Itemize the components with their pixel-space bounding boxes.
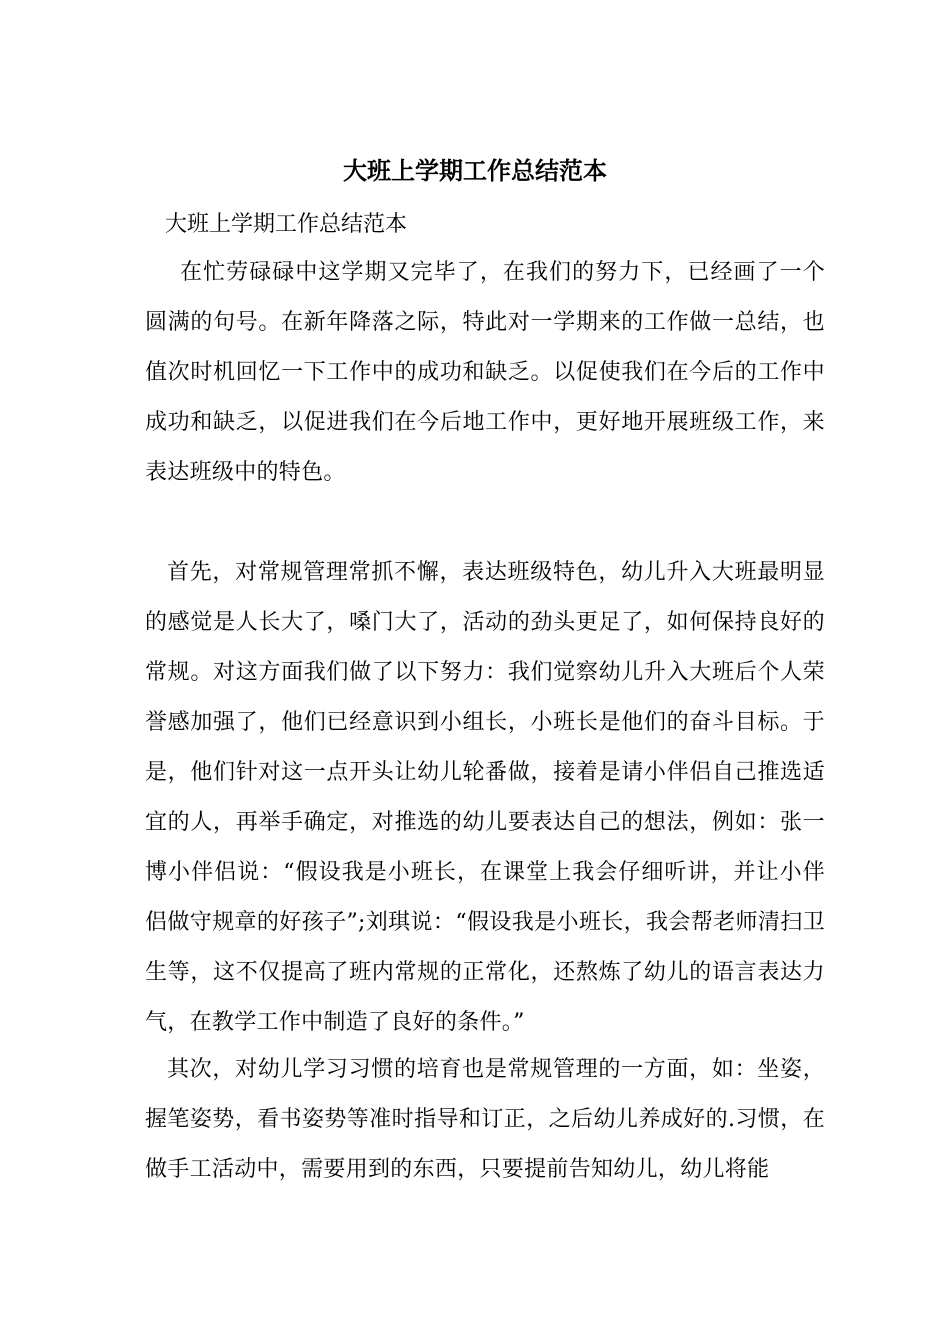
document-subtitle: 大班上学期工作总结范本 [165, 212, 408, 237]
paragraph-study-habits: 其次，对幼儿学习习惯的培育也是常规管理的一方面，如：坐姿，握笔姿势，看书姿势等准时指导和订正，之后幼儿养成好的.习惯，在做手工活动中，需要用到的东西，只要提前告知幼儿，幼儿将能 [145, 1057, 825, 1182]
document-title: 大班上学期工作总结范本 [343, 156, 607, 185]
paragraph-routine-management: 首先，对常规管理常抓不懈，表达班级特色，幼儿升入大班最明显的感觉是人长大了，嗓门大了，活动的劲头更足了，如何保持良好的常规。对这方面我们做了以下努力：我们觉察幼儿升入大班后个人荣誉感加强了，他们已经意识到小组长，小班长是他们的奋斗目标。于是，他们针对这一点开头让幼儿轮番做，接着是请小伴侣自己推选适宜的人，再举手确定，对推选的幼儿要表达自己的想法，例如：张一博小伴侣说：“假设我是小班长，在课堂上我会仔细听讲，并让小伴侣做守规章的好孩子”;刘琪说：“假设我是小班长，我会帮老师清扫卫生等，这不仅提高了班内常规的正常化，还熬炼了幼儿的语言表达力气，在教学工作中制造了良好的条件。” [145, 560, 825, 1035]
paragraph-intro: 在忙劳碌碌中这学期又完毕了，在我们的努力下，已经画了一个圆满的句号。在新年降落之际，特此对一学期来的工作做一总结，也值次时机回忆一下工作中的成功和缺乏。以促使我们在今后的工作中成功和缺乏，以促进我们在今后地工作中，更好地开展班级工作，来表达班级中的特色。 [145, 260, 825, 485]
